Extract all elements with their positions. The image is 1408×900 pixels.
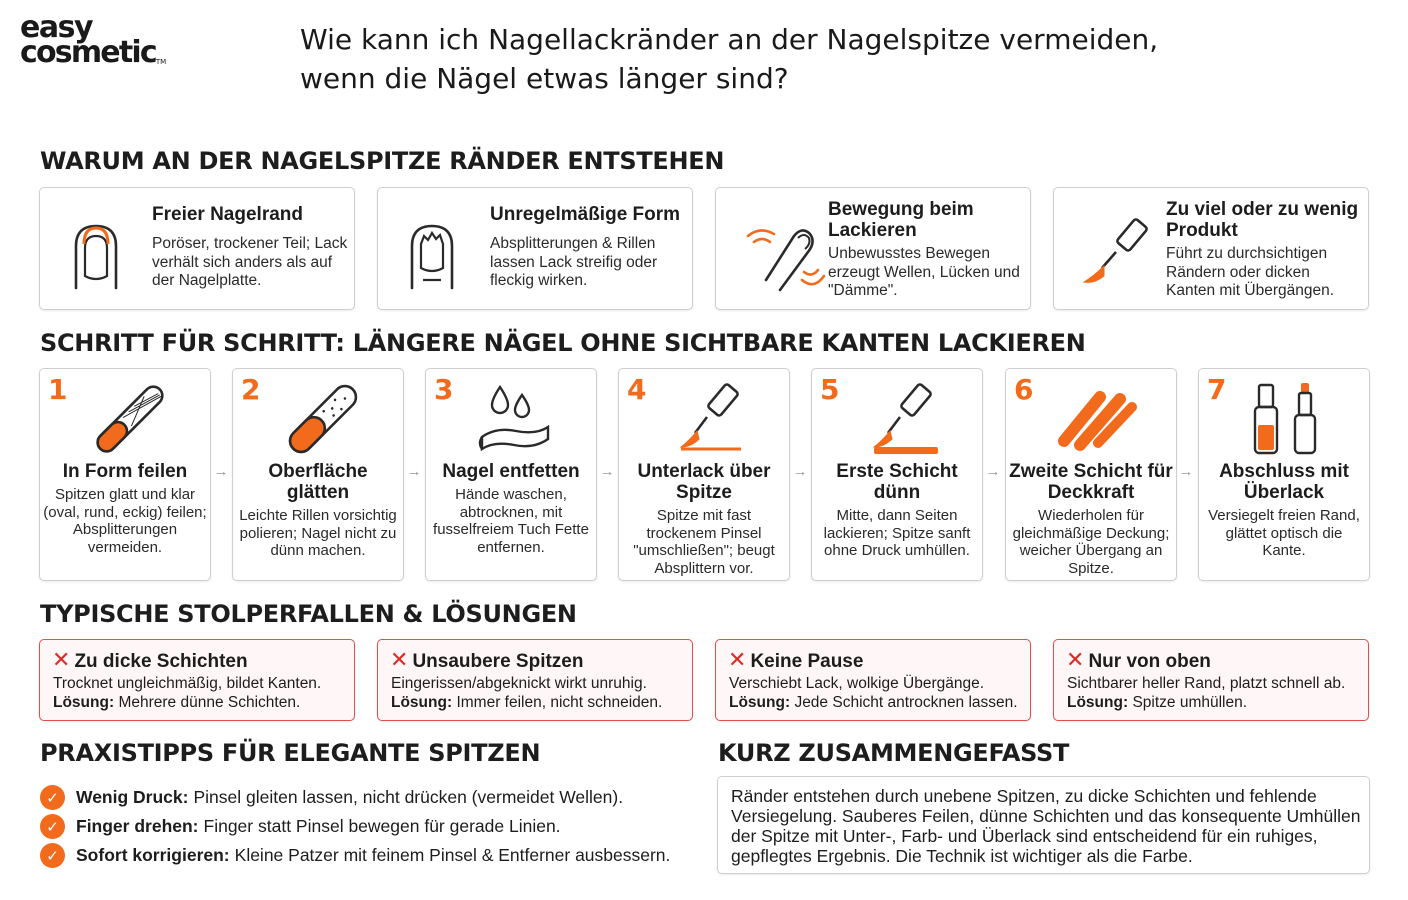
brand-line1: easy	[20, 10, 93, 45]
step-arrow: →	[792, 463, 808, 480]
summary-text: Ränder entstehen durch unebene Spitzen, zu dicke Schichten und fehlende Versiegelung. Sauberes Feilen, dünne Schichten und das konsequente Umhüllen der Spitze mit Unter-, Farb- und Überlack sind entscheidend für ein ruhiges, gepflegtes Ergebnis. Die Technik ist wichtiger als die Farbe.	[731, 786, 1361, 866]
error-x-icon: ✕	[390, 647, 409, 672]
step-title: Erste Schicht dünn	[836, 461, 958, 503]
tip-label: Finger drehen:	[76, 816, 199, 836]
brand-logo	[20, 10, 167, 70]
tip-label: Sofort korrigieren:	[76, 845, 230, 865]
cause-desc: Absplitterungen & Rillen lassen Lack streifig oder fleckig wirken.	[490, 235, 658, 289]
error-x-icon: ✕	[1066, 647, 1085, 672]
summary-box	[717, 776, 1370, 874]
step-number: 6	[1014, 373, 1034, 406]
step-title: In Form feilen	[62, 461, 188, 482]
cause-title: Unregelmäßige Form	[490, 204, 681, 225]
cause-desc: Führt zu durchsichtigen Rändern oder dicken Kanten mit Übergängen.	[1166, 245, 1335, 299]
pitfall-title: Unsaubere Spitzen	[412, 651, 584, 672]
pitfall-problem: Trocknet ungleichmäßig, bildet Kanten.	[53, 675, 322, 692]
solution-label: Lösung:	[729, 693, 791, 711]
step-card	[1198, 368, 1370, 581]
cause-card	[377, 187, 693, 310]
page-title	[300, 20, 1360, 98]
page-title-line1: Wie kann ich Nagellackränder an der Nagelspitze vermeiden,	[300, 23, 1159, 56]
step-title: Abschluss mit Überlack	[1219, 461, 1349, 503]
moving-finger-icon	[734, 206, 834, 296]
step-number: 4	[627, 373, 647, 406]
step-card	[232, 368, 404, 581]
solution-label: Lösung:	[1067, 693, 1129, 711]
cause-title: Bewegung beim Lackieren	[828, 199, 974, 241]
tip-item	[40, 841, 700, 870]
cause-card	[39, 187, 355, 310]
solution-label: Lösung:	[53, 693, 115, 711]
tips-heading: PRAXISTIPPS FÜR ELEGANTE SPITZEN	[40, 739, 541, 767]
step-title: Unterlack über Spitze	[637, 461, 771, 503]
step-number: 7	[1207, 373, 1227, 406]
water-drops-cloth-icon	[466, 377, 566, 462]
checkmark-icon: ✓	[40, 785, 65, 810]
cause-title: Zu viel oder zu wenig Produkt	[1166, 199, 1359, 241]
step-arrow: →	[406, 463, 422, 480]
tip-text: Pinsel gleiten lassen, nicht drücken (vermeidet Wellen).	[193, 787, 624, 807]
polish-brush-icon	[1072, 206, 1172, 296]
tip-item	[40, 812, 700, 841]
cause-desc: Poröser, trockener Teil; Lack verhält sich anders als auf der Nagelplatte.	[152, 235, 348, 289]
pitfall-title: Nur von oben	[1088, 651, 1211, 672]
brand-line2: cosmetic	[20, 34, 156, 70]
nail-edge-icon	[58, 206, 158, 296]
pitfall-problem: Verschiebt Lack, wolkige Übergänge.	[729, 675, 985, 692]
pitfall-problem: Sichtbarer heller Rand, platzt schnell ab.	[1067, 675, 1346, 692]
step-arrow: →	[985, 463, 1001, 480]
page-title-line2: wenn die Nägel etwas länger sind?	[300, 62, 789, 95]
step-card	[618, 368, 790, 581]
brush-stroke-icon	[852, 377, 952, 462]
step-desc: Mitte, dann Seiten lackieren; Spitze sanft ohne Druck umhüllen.	[823, 507, 971, 559]
step-desc: Spitze mit fast trockenem Pinsel "umschließen"; beugt Absplittern vor.	[633, 507, 775, 577]
causes-heading: WARUM AN DER NAGELSPITZE RÄNDER ENTSTEHEN	[40, 147, 725, 175]
brush-tip-icon	[659, 377, 759, 462]
step-desc: Leichte Rillen vorsichtig polieren; Nagel nicht zu dünn machen.	[239, 507, 397, 559]
pitfall-card	[39, 639, 355, 721]
checkmark-icon: ✓	[40, 814, 65, 839]
step-arrow: →	[213, 463, 229, 480]
solution-label: Lösung:	[391, 693, 453, 711]
step-desc: Wiederholen für gleichmäßige Deckung; weicher Übergang an Spitze.	[1012, 507, 1170, 577]
error-x-icon: ✕	[52, 647, 71, 672]
step-title: Nagel entfetten	[442, 461, 580, 482]
step-card	[39, 368, 211, 581]
step-card	[811, 368, 983, 581]
step-number: 3	[434, 373, 454, 406]
step-number: 5	[820, 373, 840, 406]
paint-swatch-icon	[1046, 377, 1146, 462]
tip-text: Finger statt Pinsel bewegen für gerade Linien.	[203, 816, 561, 836]
error-x-icon: ✕	[728, 647, 747, 672]
step-desc: Spitzen glatt und klar (oval, rund, eckig) feilen; Absplitterungen vermeiden.	[43, 486, 207, 556]
step-number: 2	[241, 373, 261, 406]
brand-tm: TM	[155, 57, 167, 66]
step-card	[1005, 368, 1177, 581]
cause-desc: Unbewusstes Bewegen erzeugt Wellen, Lücken und "Dämme".	[828, 245, 1020, 299]
steps-heading: SCHRITT FÜR SCHRITT: LÄNGERE NÄGEL OHNE SICHTBARE KANTEN LACKIEREN	[40, 329, 1086, 357]
chipped-nail-icon	[396, 206, 496, 296]
checkmark-icon: ✓	[40, 843, 65, 868]
step-title: Zweite Schicht für Deckkraft	[1009, 461, 1173, 503]
summary-heading: KURZ ZUSAMMENGEFASST	[718, 739, 1070, 767]
cause-card	[715, 187, 1031, 310]
pitfall-card	[715, 639, 1031, 721]
step-card	[425, 368, 597, 581]
buffer-block-icon	[273, 377, 373, 462]
cause-title: Freier Nagelrand	[152, 204, 303, 225]
pitfall-title: Zu dicke Schichten	[74, 651, 248, 672]
nail-file-icon	[80, 377, 180, 462]
pitfall-card	[1053, 639, 1369, 721]
tip-label: Wenig Druck:	[76, 787, 189, 807]
pitfall-title: Keine Pause	[750, 651, 864, 672]
step-number: 1	[48, 373, 68, 406]
pitfall-problem: Eingerissen/abgeknickt wirkt unruhig.	[391, 675, 647, 692]
step-desc: Versiegelt freien Rand, glättet optisch die Kante.	[1208, 507, 1360, 559]
pitfall-solution: Spitze umhüllen.	[1132, 693, 1248, 711]
pitfall-solution: Jede Schicht antrocknen lassen.	[794, 693, 1018, 711]
cause-card	[1053, 187, 1369, 310]
pitfalls-heading: TYPISCHE STOLPERFALLEN & LÖSUNGEN	[40, 600, 577, 628]
step-desc: Hände waschen, abtrocknen, mit fusselfreiem Tuch Fette entfernen.	[433, 486, 589, 556]
tip-item	[40, 783, 700, 812]
step-title: Oberfläche glätten	[268, 461, 368, 503]
pitfall-solution: Immer feilen, nicht schneiden.	[456, 693, 663, 711]
tips-list	[40, 783, 700, 870]
tip-text: Kleine Patzer mit feinem Pinsel & Entferner ausbessern.	[234, 845, 671, 865]
pitfall-card	[377, 639, 693, 721]
step-arrow: →	[1178, 463, 1194, 480]
polish-bottles-icon	[1239, 377, 1339, 462]
pitfall-solution: Mehrere dünne Schichten.	[118, 693, 301, 711]
step-arrow: →	[599, 463, 615, 480]
